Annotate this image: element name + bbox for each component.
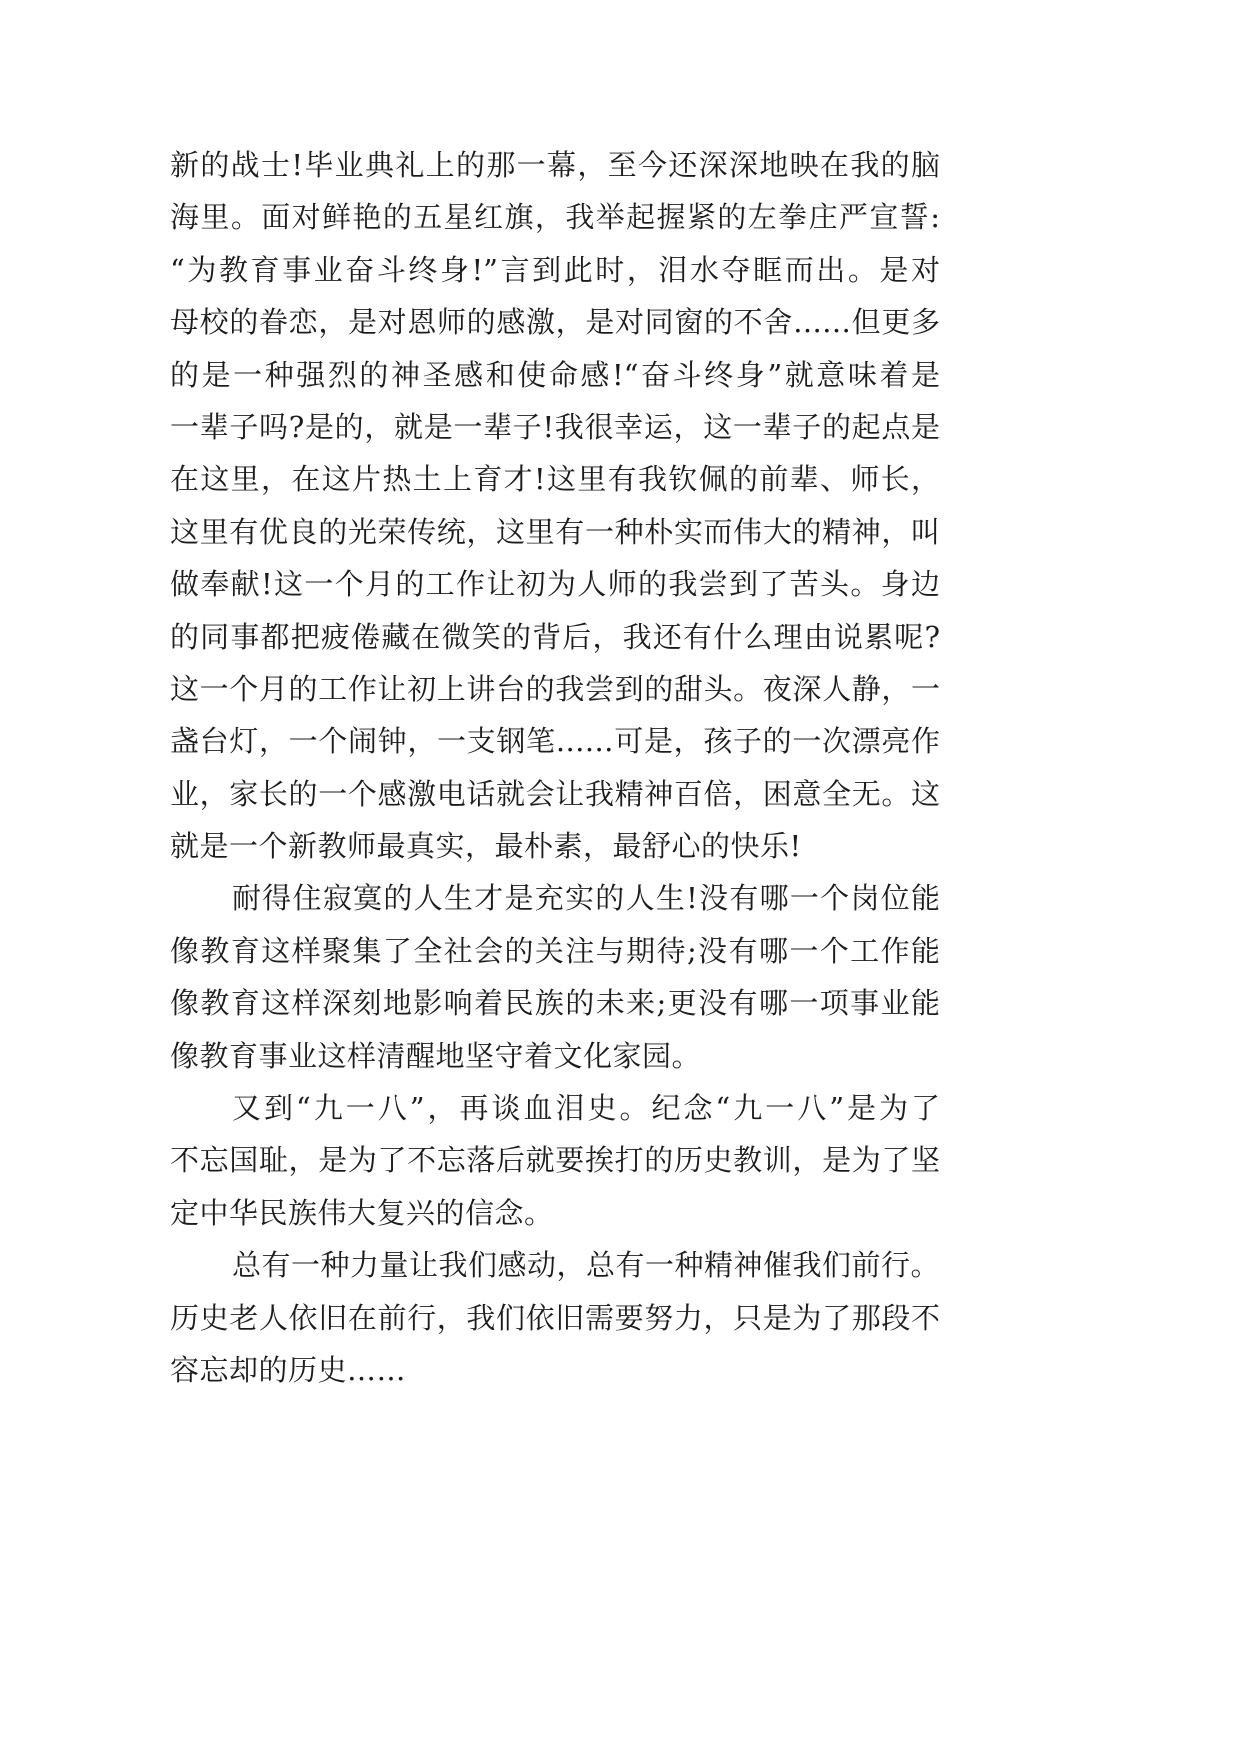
text-line: 海里。面对鲜艳的五星红旗，我举起握紧的左拳庄严宣誓: [170, 200, 940, 235]
paragraph [170, 872, 940, 1082]
text-line: 不忘国耻，是为了不忘落后就要挨打的历史教训，是为了坚 [170, 1143, 940, 1178]
text-line: 的是一种强烈的神圣感和使命感!“奋斗终身”就意味着是 [170, 357, 940, 392]
paragraph [170, 139, 940, 872]
text-line: 在这里，在这片热土上育才!这里有我钦佩的前辈、师长， [170, 462, 940, 497]
text-line: 就是一个新教师最真实，最朴素，最舒心的快乐! [170, 829, 802, 864]
text-line: 新的战士!毕业典礼上的那一幕，至今还深深地映在我的脑 [170, 148, 940, 182]
paragraph [170, 1239, 940, 1396]
text-line: 业，家长的一个感激电话就会让我精神百倍，困意全无。这 [170, 776, 940, 811]
text-line: 像教育这样深刻地影响着民族的未来;更没有哪一项事业能 [170, 986, 940, 1021]
text-line: 做奉献!这一个月的工作让初为人师的我尝到了苦头。身边 [170, 567, 940, 602]
text-line: 历史老人依旧在前行，我们依旧需要努力，只是为了那段不 [170, 1300, 940, 1335]
text-line: 像教育这样聚集了全社会的关注与期待;没有哪一个工作能 [170, 933, 940, 968]
text-line: 耐得住寂寞的人生才是充实的人生!没有哪一个岗位能 [232, 881, 940, 916]
text-line: 容忘却的历史…… [170, 1352, 407, 1387]
text-line: 这里有优良的光荣传统，这里有一种朴实而伟大的精神，叫 [170, 514, 940, 549]
text-line: 盏台灯，一个闹钟，一支钢笔……可是，孩子的一次漂亮作 [170, 724, 940, 759]
text-line: 的同事都把疲倦藏在微笑的背后，我还有什么理由说累呢? [170, 619, 940, 654]
text-line: 这一个月的工作让初上讲台的我尝到的甜头。夜深人静，一 [170, 671, 940, 706]
text-line: 像教育事业这样清醒地坚守着文化家园。 [170, 1038, 702, 1073]
text-line: 定中华民族伟大复兴的信念。 [170, 1195, 554, 1230]
text-line: 一辈子吗?是的，就是一辈子!我很幸运，这一辈子的起点是 [170, 409, 940, 444]
text-line: 总有一种力量让我们感动，总有一种精神催我们前行。 [232, 1248, 941, 1283]
text-line: “为教育事业奋斗终身!”言到此时，泪水夺眶而出。是对 [170, 252, 940, 287]
text-line: 又到“九一八”，再谈血泪史。纪念“九一八”是为了 [232, 1091, 940, 1126]
text-line: 母校的眷恋，是对恩师的感激，是对同窗的不舍……但更多 [170, 305, 940, 340]
document-body [170, 139, 940, 1396]
paragraph [170, 1082, 940, 1239]
